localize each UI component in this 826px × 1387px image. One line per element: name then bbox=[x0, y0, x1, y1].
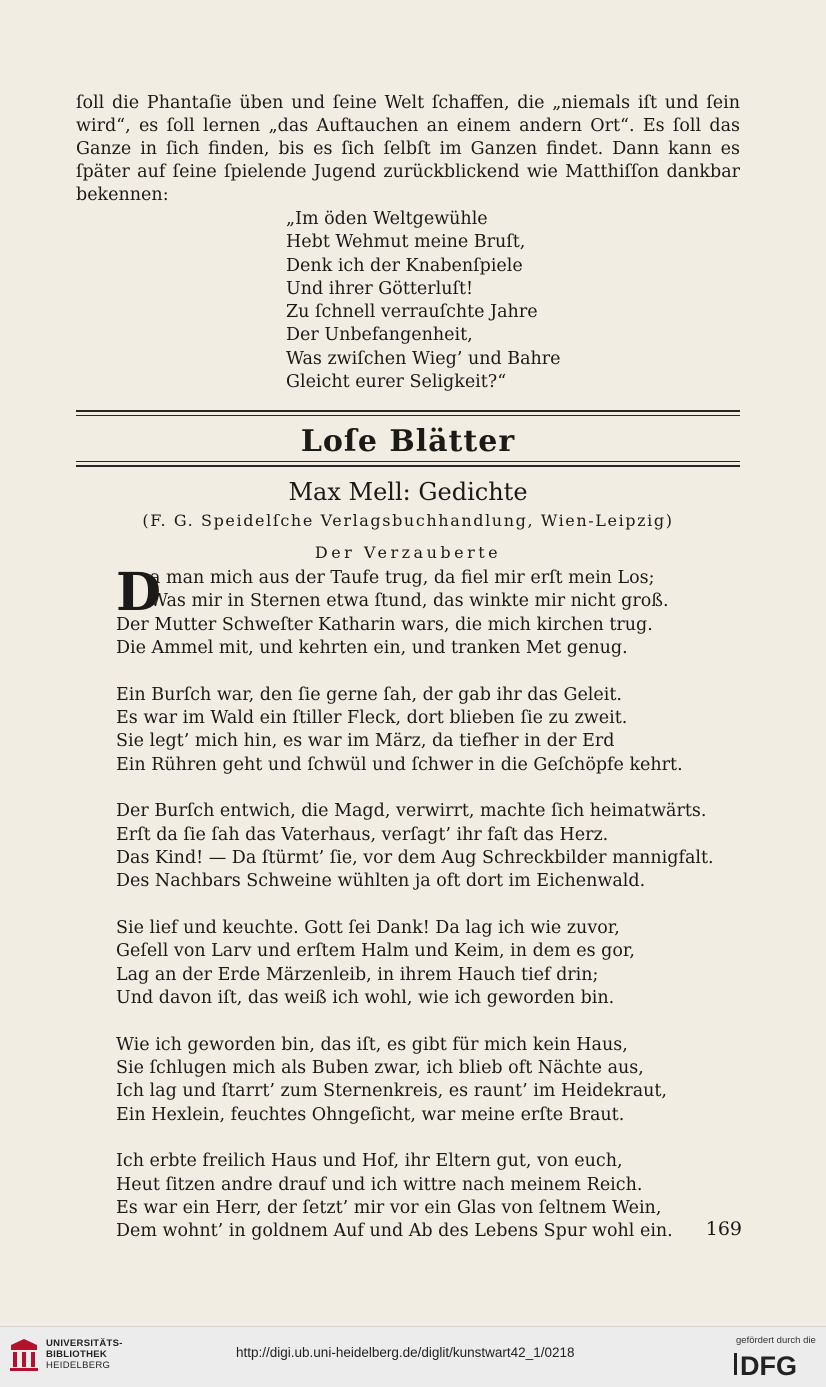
poem-line: Der Burſch entwich, die Magd, verwirrt, machte ſich heimatwärts. bbox=[116, 801, 707, 822]
poem-line: Lag an der Erde Märzenleib, in ihrem Hauch tief drin; bbox=[116, 964, 599, 985]
poem-line: Dem wohnt’ in goldnem Auf und Ab des Lebens Spur wohl ein. bbox=[116, 1221, 673, 1242]
poem-stanza bbox=[116, 562, 714, 661]
quote-line: Der Unbefangenheit, bbox=[286, 325, 473, 346]
paragraph-line: Ganze in ſich finden, bis es ſich ſelbſt im Ganzen findet. Dann kann es bbox=[76, 139, 740, 159]
poem-line: a man mich aus der Taufe trug, da fiel mir erſt mein Los; bbox=[150, 568, 655, 588]
intro-paragraph bbox=[76, 92, 740, 207]
poem-stanza bbox=[116, 800, 714, 894]
quote-line: Gleicht eurer Seligkeit?“ bbox=[286, 372, 507, 393]
poem-line: Wie ich geworden bin, das iſt, es gibt für mich kein Haus, bbox=[116, 1034, 628, 1055]
poem-line: Geſell von Larv und erſtem Halm und Keim, in dem es gor, bbox=[116, 941, 635, 962]
matthisson-quote bbox=[286, 208, 561, 394]
poem-line: Ein Rühren geht und ſchwül und ſchwer in die Geſchöpfe kehrt. bbox=[116, 754, 683, 775]
quote-line: Denk ich der Knabenſpiele bbox=[286, 255, 523, 276]
library-name bbox=[46, 1338, 123, 1371]
quote-line: Hebt Wehmut meine Bruſt, bbox=[286, 232, 526, 253]
paragraph-line: wird“, es ſoll lernen „das Auftauchen an einem andern Ort“. Es ſoll das bbox=[76, 116, 740, 136]
poem-stanza bbox=[116, 917, 714, 1011]
quote-line: Zu ſchnell verrauſchte Jahre bbox=[286, 302, 538, 323]
poem-line: Es war ein Herr, der ſetzt’ mir vor ein Glas von ſeltnem Wein, bbox=[116, 1197, 662, 1218]
page-number: 169 bbox=[705, 1218, 742, 1240]
paragraph-line: ſpäter auf ſeine ſpielende Jugend zurückblickend wie Matthiſſon dankbar bbox=[76, 162, 740, 182]
poem-line: Sie legt’ mich hin, es war im März, da tiefher in der Erd bbox=[116, 731, 615, 752]
poem-line: Ich lag und ſtarrt’ zum Sternenkreis, es raunt’ im Heidekraut, bbox=[116, 1081, 667, 1102]
poem-line: Ein Hexlein, feuchtes Ohngeſicht, war meine erſte Braut. bbox=[116, 1104, 625, 1125]
quote-line: Und ihrer Götterluſt! bbox=[286, 278, 474, 299]
section-heading: Loſe Blätter bbox=[300, 424, 516, 459]
rule-top-thin bbox=[76, 415, 740, 416]
poem-line: Und davon iſt, das weiß ich wohl, wie ich geworden bin. bbox=[116, 988, 615, 1009]
poem-line: Heut ſitzen andre drauf und ich wittre nach meinem Reich. bbox=[116, 1174, 643, 1195]
poem-stanza bbox=[116, 1034, 714, 1128]
university-seal-icon bbox=[8, 1337, 40, 1373]
poem-line: Was mir in Sternen etwa ſtund, das winkte mir nicht groß. bbox=[150, 591, 669, 612]
permalink-url[interactable]: http://digi.ub.uni-heidelberg.de/diglit/kunstwart42_1/0218 bbox=[236, 1345, 575, 1360]
poem-body bbox=[116, 562, 714, 1267]
article-title: Max Mell: Gedichte bbox=[288, 478, 528, 506]
rule-top-thick bbox=[76, 410, 740, 412]
poem-line: Des Nachbars Schweine wühlten ja oft dort im Eichenwald. bbox=[116, 871, 646, 892]
paragraph-line: ſoll die Phantaſie üben und ſeine Welt ſchaffen, die „niemals iſt und ſein bbox=[76, 93, 740, 113]
dfg-logo-text: DFG bbox=[740, 1351, 797, 1379]
poem-line: Die Ammel mit, und kehrten ein, und tranken Met genug. bbox=[116, 638, 628, 659]
library-city: HEIDELBERG bbox=[46, 1360, 111, 1371]
paragraph-line: bekennen: bbox=[76, 185, 169, 205]
dfg-logo-icon bbox=[734, 1349, 818, 1379]
drop-cap: D bbox=[116, 562, 162, 623]
viewer-footer bbox=[0, 1326, 826, 1387]
funded-by-label: gefördert durch die bbox=[736, 1335, 816, 1346]
poem-line: Sie ſchlugen mich als Buben zwar, ich blieb oft Nächte aus, bbox=[116, 1057, 644, 1078]
library-name-line: BIBLIOTHEK bbox=[46, 1349, 108, 1360]
poem-line: Erſt da ſie ſah das Vaterhaus, verſagt’ ihr faſt das Herz. bbox=[116, 824, 609, 845]
poem-stanza bbox=[116, 1150, 714, 1244]
poem-line: Der Mutter Schweſter Katharin wars, die mich kirchen trug. bbox=[116, 614, 653, 635]
poem-line: Es war im Wald ein ſtiller Fleck, dort blieben ſie zu zweit. bbox=[116, 708, 628, 729]
library-name-line: UNIVERSITÄTS- bbox=[46, 1338, 123, 1349]
quote-line: „Im öden Weltgewühle bbox=[286, 209, 488, 229]
poem-line: Ich erbte freilich Haus und Hof, ihr Eltern gut, von euch, bbox=[116, 1151, 623, 1172]
poem-line: Sie lief und keuchte. Gott ſei Dank! Da lag ich wie zuvor, bbox=[116, 917, 620, 938]
publisher-line: (F. G. Speidelſche Verlagsbuchhandlung, Wien-Leipzig) bbox=[142, 511, 674, 530]
poem-line: Ein Burſch war, den ſie gerne ſah, der gab ihr das Geleit. bbox=[116, 684, 622, 705]
quote-line: Was zwiſchen Wieg’ und Bahre bbox=[286, 348, 561, 369]
poem-stanza bbox=[116, 684, 714, 778]
poem-line: Das Kind! — Da ſtürmt’ ſie, vor dem Aug Schreckbilder mannigfalt. bbox=[116, 848, 714, 869]
poem-title: Der Verzauberte bbox=[314, 543, 502, 562]
rule-bottom-thick bbox=[76, 465, 740, 467]
rule-bottom-thin bbox=[76, 461, 740, 462]
